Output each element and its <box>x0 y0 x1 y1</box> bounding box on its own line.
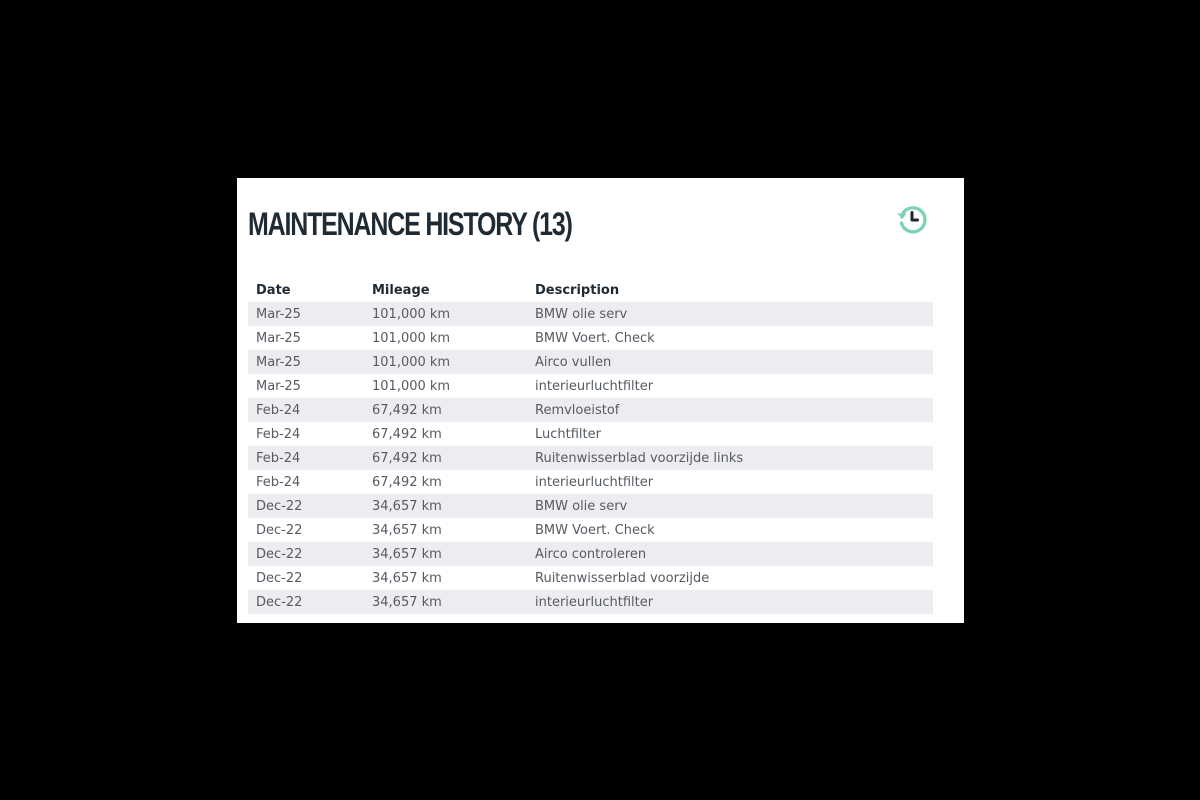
cell-date: Mar-25 <box>256 330 301 346</box>
cell-description: Airco controleren <box>535 546 647 562</box>
maintenance-table <box>248 278 933 614</box>
history-icon[interactable] <box>895 202 929 236</box>
column-header-mileage[interactable]: Mileage <box>372 282 430 298</box>
cell-date: Dec-22 <box>256 546 303 562</box>
maintenance-history-card <box>237 178 964 623</box>
cell-description: BMW olie serv <box>535 306 628 322</box>
cell-description: BMW olie serv <box>535 498 628 514</box>
cell-description: Ruitenwisserblad voorzijde <box>535 570 710 586</box>
cell-mileage: 101,000 km <box>372 306 451 322</box>
cell-mileage: 101,000 km <box>372 354 451 370</box>
table-row <box>248 542 933 566</box>
table-row <box>248 446 933 470</box>
table-row <box>248 398 933 422</box>
cell-date: Dec-22 <box>256 594 303 610</box>
table-row <box>248 350 933 374</box>
cell-description: interieurluchtfilter <box>535 594 654 610</box>
table-row <box>248 518 933 542</box>
cell-description: Airco vullen <box>535 354 612 370</box>
table-row <box>248 590 933 614</box>
cell-date: Dec-22 <box>256 522 303 538</box>
table-row <box>248 422 933 446</box>
cell-description: BMW Voert. Check <box>535 330 655 346</box>
cell-description: interieurluchtfilter <box>535 474 654 490</box>
cell-mileage: 67,492 km <box>372 474 442 490</box>
table-row <box>248 374 933 398</box>
cell-description: Ruitenwisserblad voorzijde links <box>535 450 744 466</box>
table-row <box>248 326 933 350</box>
table-body <box>248 302 933 614</box>
cell-mileage: 101,000 km <box>372 378 451 394</box>
cell-mileage: 101,000 km <box>372 330 451 346</box>
cell-date: Feb-24 <box>256 450 301 466</box>
cell-date: Feb-24 <box>256 402 301 418</box>
cell-date: Mar-25 <box>256 306 301 322</box>
cell-description: interieurluchtfilter <box>535 378 654 394</box>
table-row <box>248 494 933 518</box>
column-header-description[interactable]: Description <box>535 282 620 298</box>
cell-date: Mar-25 <box>256 378 301 394</box>
cell-mileage: 67,492 km <box>372 450 442 466</box>
table-header <box>248 278 933 302</box>
cell-date: Feb-24 <box>256 426 301 442</box>
cell-mileage: 34,657 km <box>372 570 442 586</box>
cell-mileage: 34,657 km <box>372 498 442 514</box>
cell-description: Remvloeistof <box>535 402 620 418</box>
page-title: MAINTENANCE HISTORY (13) <box>248 206 572 242</box>
cell-date: Feb-24 <box>256 474 301 490</box>
table-row <box>248 470 933 494</box>
cell-description: Luchtfilter <box>535 426 601 442</box>
cell-mileage: 67,492 km <box>372 426 442 442</box>
table-row <box>248 302 933 326</box>
cell-mileage: 34,657 km <box>372 522 442 538</box>
cell-mileage: 34,657 km <box>372 546 442 562</box>
cell-mileage: 67,492 km <box>372 402 442 418</box>
column-header-date[interactable]: Date <box>256 282 291 298</box>
cell-date: Dec-22 <box>256 570 303 586</box>
cell-description: BMW Voert. Check <box>535 522 655 538</box>
cell-date: Mar-25 <box>256 354 301 370</box>
cell-mileage: 34,657 km <box>372 594 442 610</box>
cell-date: Dec-22 <box>256 498 303 514</box>
table-row <box>248 566 933 590</box>
